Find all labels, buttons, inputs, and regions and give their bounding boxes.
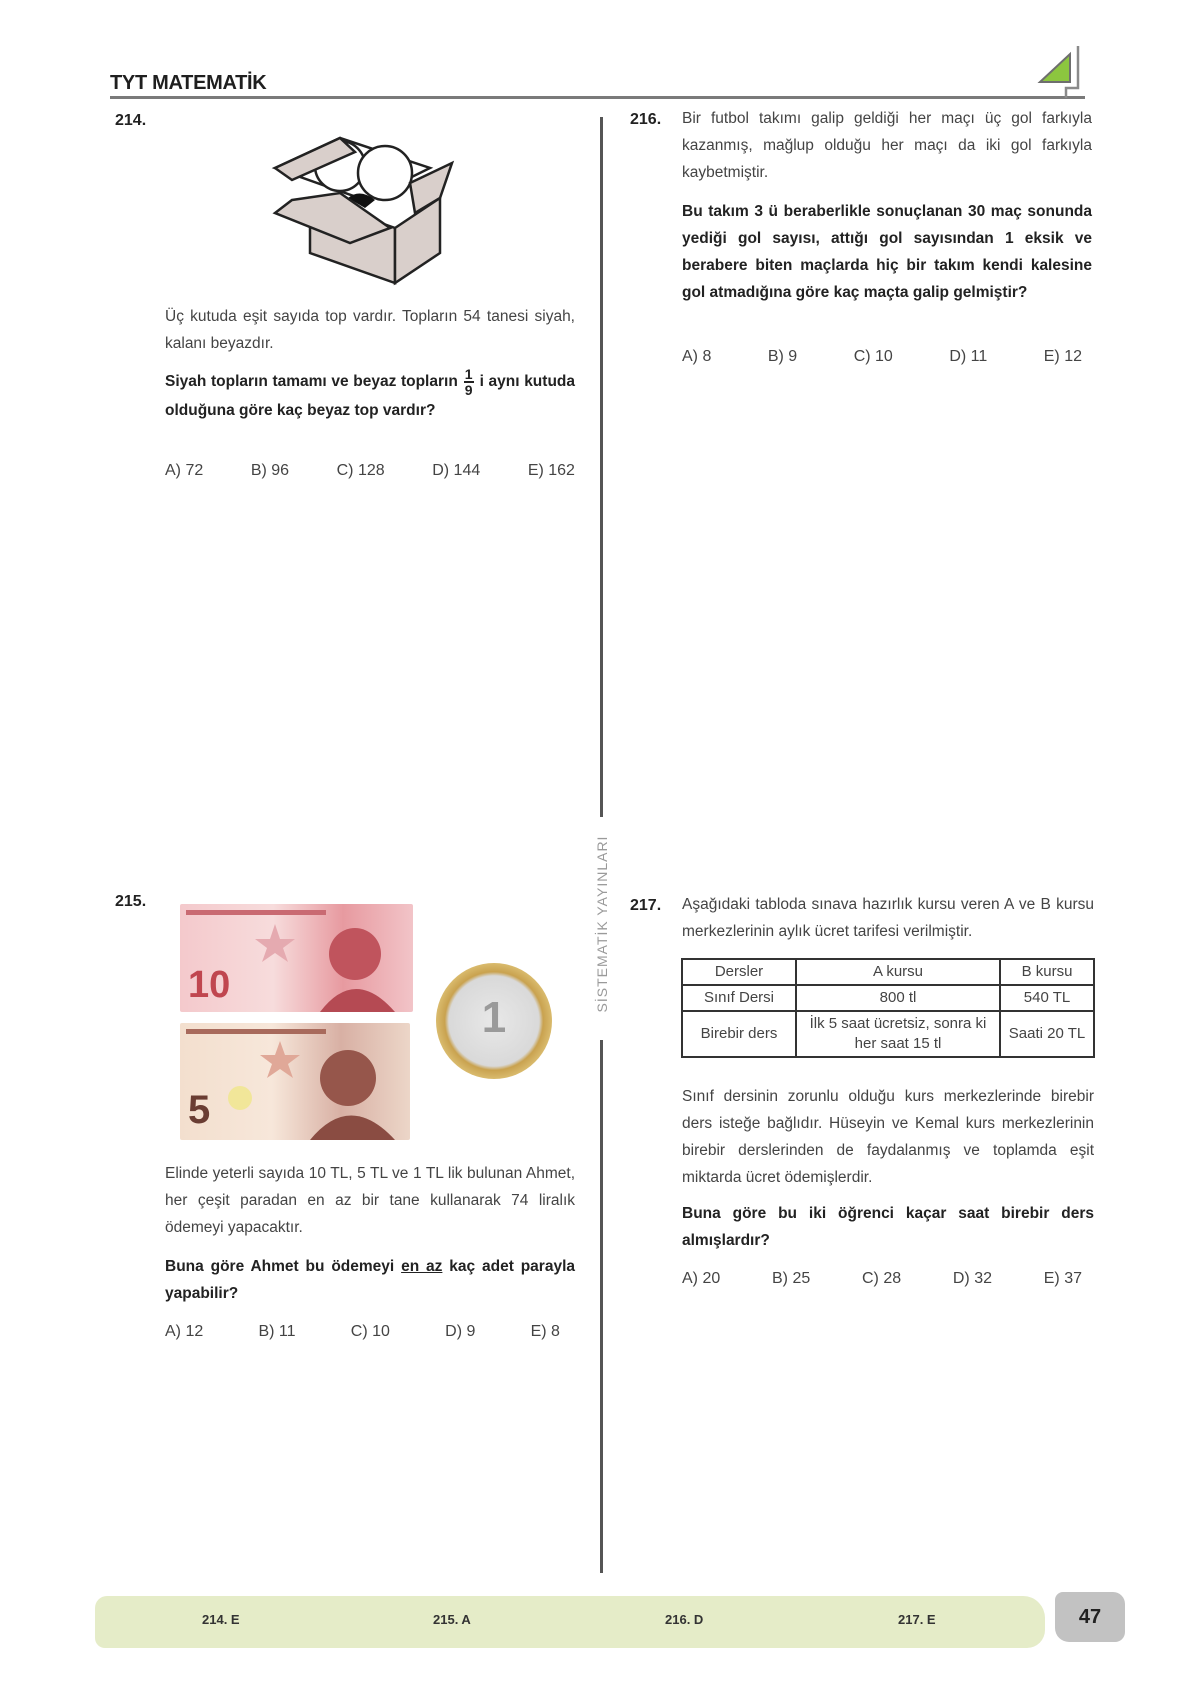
coin-1-tl: 1 <box>436 963 552 1079</box>
option-a[interactable]: A) 12 <box>165 1323 204 1340</box>
corner-triangle-icon <box>1030 42 1090 102</box>
page-header-title: TYT MATEMATİK <box>110 72 267 94</box>
fee-table <box>681 958 1095 1058</box>
question-number-217: 217. <box>630 897 662 914</box>
option-a[interactable]: A) 8 <box>682 348 712 365</box>
q214-stem: Üç kutuda eşit sayıda top vardır. Topların 54 tanesi siyah, kalanı beyazdır. <box>165 308 575 352</box>
q216-stem: Bir futbol takımı galip geldiği her maçı üç gol farkıyla kazanmış, mağlup olduğu her maçı da iki gol farkıyla kaybetmiştir. <box>682 110 1092 181</box>
option-e[interactable]: E) 12 <box>1043 348 1082 365</box>
q214-question: Siyah topların tamamı ve beyaz topların $\frac{1}{9}$ i aynı kutuda olduğuna göre kaç beyaz top vardır? <box>165 366 575 419</box>
page-number: 47 <box>1055 1592 1125 1642</box>
option-b[interactable]: B) 96 <box>250 462 290 479</box>
answer-214: 214. E <box>202 1612 240 1627</box>
answer-216: 216. D <box>665 1612 704 1627</box>
q216-question: Bu takım 3 ü beraberlikle sonuçlanan 30 maç sonunda yediği gol sayısı, attığı gol sayısından 1 eksik ve berabere biten maçlarda hiç bir takım kendi kalesine gol atmadığına göre kaç maçta galip gelmiştir? <box>682 203 1092 301</box>
header-rule <box>110 96 1085 99</box>
option-c[interactable]: C) 10 <box>853 348 893 365</box>
q215-stem: Elinde yeterli sayıda 10 TL, 5 TL ve 1 TL lik bulunan Ahmet, her çeşit paradan en az bir tane kullanarak 74 liralık ödemeyi yapacaktır. <box>165 1165 575 1236</box>
option-a[interactable]: A) 72 <box>165 462 204 479</box>
question-number-214: 214. <box>115 112 147 129</box>
open-box-with-balls-icon <box>270 118 460 288</box>
option-a[interactable]: A) 20 <box>682 1270 721 1287</box>
q215-options <box>165 1323 560 1341</box>
column-divider-top <box>600 117 603 817</box>
q214-options <box>165 462 575 480</box>
option-e[interactable]: E) 37 <box>1043 1270 1082 1287</box>
option-c[interactable]: C) 128 <box>336 462 385 479</box>
banknote-5-portrait-icon <box>180 1023 410 1140</box>
answer-215: 215. A <box>433 1612 471 1627</box>
table-row: Birebir ders İlk 5 saat ücretsiz, sonra ki her saat 15 tl Saati 20 TL <box>682 1011 1094 1057</box>
banknote-5-tl: 5 <box>180 1023 410 1140</box>
option-b[interactable]: B) 25 <box>772 1270 811 1287</box>
column-divider-bottom <box>600 1040 603 1573</box>
q217-question: Buna göre bu iki öğrenci kaçar saat birebir ders almışlardır? <box>682 1205 1094 1249</box>
option-b[interactable]: B) 11 <box>258 1323 296 1340</box>
q217-intro: Aşağıdaki tabloda sınava hazırlık kursu veren A ve B kursu merkezlerinin aylık ücret tarifesi verilmiştir. <box>682 896 1094 940</box>
q216-options <box>682 348 1082 366</box>
banknote-10-tl: 10 <box>180 904 413 1012</box>
publisher-vertical-label: SİSTEMATİK YAYINLARI <box>594 835 610 1013</box>
option-e[interactable]: E) 8 <box>530 1323 560 1340</box>
answer-217: 217. E <box>898 1612 936 1627</box>
option-d[interactable]: D) 11 <box>949 348 988 365</box>
option-d[interactable]: D) 9 <box>445 1323 476 1340</box>
option-d[interactable]: D) 144 <box>432 462 481 479</box>
fraction-one-ninth: $\frac{1}{9}$ <box>464 366 473 398</box>
option-d[interactable]: D) 32 <box>952 1270 992 1287</box>
table-row: Sınıf Dersi 800 tl 540 TL <box>682 985 1094 1011</box>
emphasis-en-az: en az <box>401 1258 443 1275</box>
question-number-216: 216. <box>630 111 662 128</box>
option-c[interactable]: C) 10 <box>350 1323 390 1340</box>
option-c[interactable]: C) 28 <box>862 1270 902 1287</box>
q217-options <box>682 1270 1082 1288</box>
option-b[interactable]: B) 9 <box>767 348 798 365</box>
q217-stem: Sınıf dersinin zorunlu olduğu kurs merkezlerinde birebir ders isteğe bağlıdır. Hüseyin ve Kemal kurs merkezlerinin birebir derslerinden de faydalanmış ve toplamda eşit miktarda ücret ödemişlerdir. <box>682 1088 1094 1186</box>
option-e[interactable]: E) 162 <box>527 462 575 479</box>
table-header-row: Dersler A kursu B kursu <box>682 959 1094 985</box>
question-number-215: 215. <box>115 893 147 910</box>
q215-question: Buna göre Ahmet bu ödemeyi en az kaç adet parayla yapabilir? <box>165 1258 575 1302</box>
